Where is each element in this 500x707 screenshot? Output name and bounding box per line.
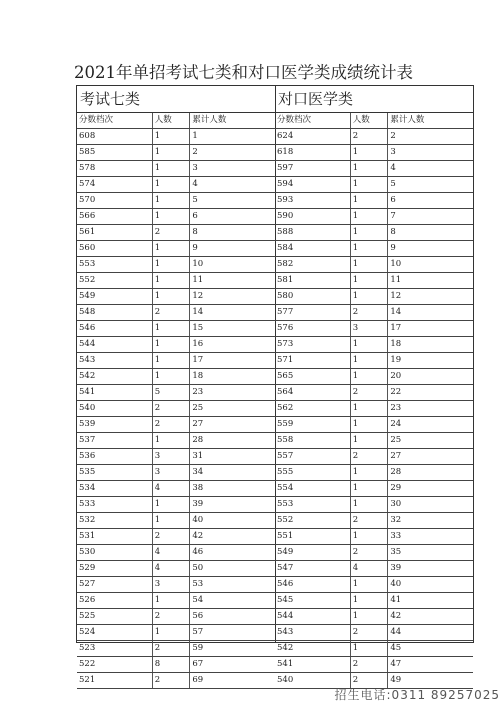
count-cell: 1 xyxy=(152,337,190,353)
score-cell: 533 xyxy=(77,497,152,513)
count-cell: 2 xyxy=(152,225,190,241)
cumulative-cell: 46 xyxy=(190,545,275,561)
table-row xyxy=(77,417,275,433)
score-cell: 581 xyxy=(275,273,350,289)
table-row xyxy=(275,209,473,225)
cumulative-cell: 67 xyxy=(190,657,275,673)
count-cell: 1 xyxy=(350,465,388,481)
cumulative-cell: 9 xyxy=(190,241,275,257)
table-row xyxy=(77,577,275,593)
score-cell: 522 xyxy=(77,657,152,673)
score-cell: 554 xyxy=(275,481,350,497)
score-cell: 548 xyxy=(77,305,152,321)
score-cell: 588 xyxy=(275,225,350,241)
column-header: 人数 xyxy=(350,113,388,129)
table-row xyxy=(77,257,275,273)
score-cell: 576 xyxy=(275,321,350,337)
count-cell: 2 xyxy=(350,673,388,689)
table-row xyxy=(275,465,473,481)
cumulative-cell: 50 xyxy=(190,561,275,577)
count-cell: 2 xyxy=(350,129,388,145)
count-cell: 2 xyxy=(152,609,190,625)
count-cell: 1 xyxy=(350,641,388,657)
table-row xyxy=(77,641,275,657)
cumulative-cell: 45 xyxy=(388,641,473,657)
count-cell: 1 xyxy=(350,225,388,241)
cumulative-cell: 2 xyxy=(190,145,275,161)
cumulative-cell: 6 xyxy=(190,209,275,225)
table-row xyxy=(275,641,473,657)
score-cell: 608 xyxy=(77,129,152,145)
cumulative-cell: 12 xyxy=(190,289,275,305)
document-title: 2021年单招考试七类和对口医学类成绩统计表 xyxy=(74,63,413,82)
score-cell: 546 xyxy=(275,577,350,593)
cumulative-cell: 3 xyxy=(190,161,275,177)
score-cell: 594 xyxy=(275,177,350,193)
cumulative-cell: 8 xyxy=(388,225,473,241)
count-cell: 1 xyxy=(152,257,190,273)
count-cell: 1 xyxy=(350,609,388,625)
count-cell: 1 xyxy=(152,145,190,161)
table-row xyxy=(77,225,275,241)
score-cell: 559 xyxy=(275,417,350,433)
score-cell: 526 xyxy=(77,593,152,609)
count-cell: 2 xyxy=(152,417,190,433)
score-cell: 574 xyxy=(77,177,152,193)
count-cell: 1 xyxy=(152,193,190,209)
score-cell: 544 xyxy=(275,609,350,625)
cumulative-cell: 10 xyxy=(190,257,275,273)
table-row xyxy=(77,369,275,385)
score-cell: 624 xyxy=(275,129,350,145)
table-row xyxy=(77,465,275,481)
table-row xyxy=(77,657,275,673)
score-cell: 542 xyxy=(275,641,350,657)
count-cell: 1 xyxy=(152,321,190,337)
score-cell: 552 xyxy=(77,273,152,289)
score-cell: 532 xyxy=(77,513,152,529)
cumulative-cell: 53 xyxy=(190,577,275,593)
count-cell: 2 xyxy=(152,673,190,689)
score-cell: 549 xyxy=(275,545,350,561)
enrollment-phone-watermark: 招生电话:0311 89257025 xyxy=(334,688,500,702)
count-cell: 2 xyxy=(152,529,190,545)
score-cell: 523 xyxy=(77,641,152,657)
cumulative-cell: 32 xyxy=(388,513,473,529)
score-cell: 543 xyxy=(275,625,350,641)
cumulative-cell: 35 xyxy=(388,545,473,561)
score-cell: 562 xyxy=(275,401,350,417)
cumulative-cell: 5 xyxy=(388,177,473,193)
score-cell: 555 xyxy=(275,465,350,481)
table-header-row xyxy=(275,113,473,129)
cumulative-cell: 17 xyxy=(388,321,473,337)
cumulative-cell: 29 xyxy=(388,481,473,497)
score-cell: 544 xyxy=(77,337,152,353)
count-cell: 1 xyxy=(152,209,190,225)
count-cell: 1 xyxy=(152,497,190,513)
score-cell: 571 xyxy=(275,353,350,369)
table-row xyxy=(275,401,473,417)
count-cell: 2 xyxy=(152,401,190,417)
score-cell: 557 xyxy=(275,449,350,465)
table-row xyxy=(275,161,473,177)
cumulative-cell: 41 xyxy=(388,593,473,609)
score-cell: 551 xyxy=(275,529,350,545)
table-row xyxy=(77,129,275,145)
table-row xyxy=(275,433,473,449)
table-row xyxy=(275,561,473,577)
count-cell: 1 xyxy=(350,417,388,433)
count-cell: 1 xyxy=(350,577,388,593)
count-cell: 3 xyxy=(152,577,190,593)
cumulative-cell: 5 xyxy=(190,193,275,209)
cumulative-cell: 42 xyxy=(190,529,275,545)
table-row xyxy=(275,273,473,289)
score-cell: 561 xyxy=(77,225,152,241)
cumulative-cell: 40 xyxy=(190,513,275,529)
table-row xyxy=(275,305,473,321)
score-statistics-table xyxy=(76,85,474,686)
cumulative-cell: 15 xyxy=(190,321,275,337)
cumulative-cell: 18 xyxy=(190,369,275,385)
table-header-row xyxy=(77,113,275,129)
count-cell: 2 xyxy=(350,449,388,465)
cumulative-cell: 27 xyxy=(388,449,473,465)
count-cell: 2 xyxy=(350,385,388,401)
table-row xyxy=(77,401,275,417)
cumulative-cell: 11 xyxy=(190,273,275,289)
cumulative-cell: 24 xyxy=(388,417,473,433)
count-cell: 4 xyxy=(152,481,190,497)
cumulative-cell: 56 xyxy=(190,609,275,625)
score-cell: 560 xyxy=(77,241,152,257)
table-row xyxy=(77,321,275,337)
count-cell: 1 xyxy=(152,129,190,145)
score-cell: 580 xyxy=(275,289,350,305)
count-cell: 1 xyxy=(350,593,388,609)
count-cell: 2 xyxy=(350,625,388,641)
cumulative-cell: 30 xyxy=(388,497,473,513)
cumulative-cell: 28 xyxy=(388,465,473,481)
cumulative-cell: 44 xyxy=(388,625,473,641)
table-row xyxy=(275,193,473,209)
score-cell: 531 xyxy=(77,529,152,545)
count-cell: 1 xyxy=(350,529,388,545)
table-row xyxy=(275,177,473,193)
table-row xyxy=(275,657,473,673)
score-cell: 577 xyxy=(275,305,350,321)
table-row xyxy=(275,353,473,369)
table-row xyxy=(275,545,473,561)
score-cell: 543 xyxy=(77,353,152,369)
score-cell: 539 xyxy=(77,417,152,433)
score-cell: 541 xyxy=(275,657,350,673)
table-row xyxy=(77,305,275,321)
table-row xyxy=(275,625,473,641)
score-cell: 549 xyxy=(77,289,152,305)
score-cell: 535 xyxy=(77,465,152,481)
right-table xyxy=(275,113,473,689)
cumulative-cell: 39 xyxy=(388,561,473,577)
table-row xyxy=(275,257,473,273)
left-section xyxy=(77,86,276,686)
table-row xyxy=(275,385,473,401)
table-row xyxy=(275,289,473,305)
count-cell: 1 xyxy=(152,161,190,177)
score-cell: 547 xyxy=(275,561,350,577)
count-cell: 2 xyxy=(350,513,388,529)
left-table xyxy=(77,113,275,689)
score-cell: 566 xyxy=(77,209,152,225)
table-row xyxy=(77,497,275,513)
table-row xyxy=(77,177,275,193)
cumulative-cell: 59 xyxy=(190,641,275,657)
cumulative-cell: 34 xyxy=(190,465,275,481)
cumulative-cell: 6 xyxy=(388,193,473,209)
count-cell: 2 xyxy=(350,305,388,321)
table-row xyxy=(275,145,473,161)
table-row xyxy=(275,241,473,257)
score-cell: 540 xyxy=(77,401,152,417)
score-cell: 584 xyxy=(275,241,350,257)
table-row xyxy=(77,273,275,289)
score-cell: 525 xyxy=(77,609,152,625)
count-cell: 1 xyxy=(350,401,388,417)
cumulative-cell: 25 xyxy=(190,401,275,417)
count-cell: 1 xyxy=(152,353,190,369)
cumulative-cell: 10 xyxy=(388,257,473,273)
cumulative-cell: 1 xyxy=(190,129,275,145)
score-cell: 590 xyxy=(275,209,350,225)
score-cell: 565 xyxy=(275,369,350,385)
count-cell: 1 xyxy=(350,289,388,305)
count-cell: 1 xyxy=(350,257,388,273)
score-cell: 585 xyxy=(77,145,152,161)
count-cell: 1 xyxy=(350,161,388,177)
cumulative-cell: 25 xyxy=(388,433,473,449)
cumulative-cell: 47 xyxy=(388,657,473,673)
score-cell: 558 xyxy=(275,433,350,449)
count-cell: 1 xyxy=(350,209,388,225)
table-row xyxy=(275,577,473,593)
right-section-title: 对口医学类 xyxy=(275,86,473,113)
score-cell: 553 xyxy=(77,257,152,273)
table-row xyxy=(77,593,275,609)
score-cell: 553 xyxy=(275,497,350,513)
table-row xyxy=(77,337,275,353)
score-cell: 545 xyxy=(275,593,350,609)
table-row xyxy=(77,145,275,161)
count-cell: 1 xyxy=(350,353,388,369)
score-cell: 618 xyxy=(275,145,350,161)
cumulative-cell: 49 xyxy=(388,673,473,689)
count-cell: 2 xyxy=(152,641,190,657)
cumulative-cell: 16 xyxy=(190,337,275,353)
count-cell: 2 xyxy=(350,657,388,673)
table-row xyxy=(275,225,473,241)
table-row xyxy=(77,289,275,305)
score-cell: 537 xyxy=(77,433,152,449)
score-cell: 578 xyxy=(77,161,152,177)
count-cell: 1 xyxy=(350,369,388,385)
score-cell: 530 xyxy=(77,545,152,561)
cumulative-cell: 22 xyxy=(388,385,473,401)
table-row xyxy=(77,673,275,689)
table-row xyxy=(275,129,473,145)
score-cell: 564 xyxy=(275,385,350,401)
count-cell: 1 xyxy=(152,593,190,609)
table-row xyxy=(77,241,275,257)
count-cell: 4 xyxy=(350,561,388,577)
score-cell: 521 xyxy=(77,673,152,689)
score-cell: 552 xyxy=(275,513,350,529)
cumulative-cell: 14 xyxy=(190,305,275,321)
score-cell: 529 xyxy=(77,561,152,577)
cumulative-cell: 27 xyxy=(190,417,275,433)
table-row xyxy=(77,353,275,369)
count-cell: 2 xyxy=(350,545,388,561)
cumulative-cell: 11 xyxy=(388,273,473,289)
count-cell: 3 xyxy=(350,321,388,337)
score-cell: 524 xyxy=(77,625,152,641)
cumulative-cell: 40 xyxy=(388,577,473,593)
count-cell: 4 xyxy=(152,561,190,577)
score-cell: 546 xyxy=(77,321,152,337)
table-row xyxy=(275,417,473,433)
table-row xyxy=(77,609,275,625)
table-row xyxy=(77,449,275,465)
table-row xyxy=(77,161,275,177)
table-row xyxy=(77,513,275,529)
cumulative-cell: 31 xyxy=(190,449,275,465)
table-row xyxy=(77,481,275,497)
cumulative-cell: 54 xyxy=(190,593,275,609)
cumulative-cell: 14 xyxy=(388,305,473,321)
cumulative-cell: 18 xyxy=(388,337,473,353)
count-cell: 3 xyxy=(152,465,190,481)
score-cell: 597 xyxy=(275,161,350,177)
cumulative-cell: 7 xyxy=(388,209,473,225)
count-cell: 8 xyxy=(152,657,190,673)
score-cell: 540 xyxy=(275,673,350,689)
cumulative-cell: 2 xyxy=(388,129,473,145)
table-row xyxy=(275,369,473,385)
right-section xyxy=(275,86,473,686)
cumulative-cell: 39 xyxy=(190,497,275,513)
count-cell: 4 xyxy=(152,545,190,561)
table-row xyxy=(275,497,473,513)
cumulative-cell: 17 xyxy=(190,353,275,369)
count-cell: 1 xyxy=(350,433,388,449)
count-cell: 1 xyxy=(350,177,388,193)
score-cell: 542 xyxy=(77,369,152,385)
cumulative-cell: 3 xyxy=(388,145,473,161)
count-cell: 1 xyxy=(350,481,388,497)
count-cell: 1 xyxy=(152,273,190,289)
score-cell: 570 xyxy=(77,193,152,209)
cumulative-cell: 23 xyxy=(190,385,275,401)
table-row xyxy=(275,481,473,497)
column-header: 分数档次 xyxy=(275,113,350,129)
cumulative-cell: 9 xyxy=(388,241,473,257)
cumulative-cell: 19 xyxy=(388,353,473,369)
table-row xyxy=(77,561,275,577)
cumulative-cell: 57 xyxy=(190,625,275,641)
table-row xyxy=(275,513,473,529)
cumulative-cell: 42 xyxy=(388,609,473,625)
score-cell: 541 xyxy=(77,385,152,401)
table-row xyxy=(77,625,275,641)
table-row xyxy=(275,337,473,353)
cumulative-cell: 4 xyxy=(190,177,275,193)
table-row xyxy=(77,209,275,225)
count-cell: 1 xyxy=(152,513,190,529)
cumulative-cell: 12 xyxy=(388,289,473,305)
table-row xyxy=(77,529,275,545)
count-cell: 1 xyxy=(152,289,190,305)
cumulative-cell: 23 xyxy=(388,401,473,417)
count-cell: 3 xyxy=(152,449,190,465)
cumulative-cell: 20 xyxy=(388,369,473,385)
count-cell: 1 xyxy=(350,497,388,513)
table-row xyxy=(77,433,275,449)
table-row xyxy=(275,609,473,625)
table-row xyxy=(275,593,473,609)
table-row xyxy=(77,385,275,401)
table-row xyxy=(77,545,275,561)
cumulative-cell: 28 xyxy=(190,433,275,449)
score-cell: 573 xyxy=(275,337,350,353)
table-row xyxy=(275,321,473,337)
score-cell: 527 xyxy=(77,577,152,593)
count-cell: 5 xyxy=(152,385,190,401)
count-cell: 1 xyxy=(350,273,388,289)
column-header: 分数档次 xyxy=(77,113,152,129)
count-cell: 1 xyxy=(152,625,190,641)
table-row xyxy=(275,449,473,465)
column-header: 人数 xyxy=(152,113,190,129)
table-row xyxy=(275,529,473,545)
count-cell: 2 xyxy=(152,305,190,321)
score-cell: 536 xyxy=(77,449,152,465)
column-header: 累计人数 xyxy=(190,113,275,129)
left-section-title: 考试七类 xyxy=(77,86,275,113)
count-cell: 1 xyxy=(152,369,190,385)
table-row xyxy=(77,193,275,209)
count-cell: 1 xyxy=(350,241,388,257)
cumulative-cell: 33 xyxy=(388,529,473,545)
cumulative-cell: 4 xyxy=(388,161,473,177)
count-cell: 1 xyxy=(152,241,190,257)
count-cell: 1 xyxy=(152,433,190,449)
score-cell: 593 xyxy=(275,193,350,209)
count-cell: 1 xyxy=(350,145,388,161)
count-cell: 1 xyxy=(350,193,388,209)
cumulative-cell: 69 xyxy=(190,673,275,689)
count-cell: 1 xyxy=(350,337,388,353)
score-cell: 582 xyxy=(275,257,350,273)
column-header: 累计人数 xyxy=(388,113,473,129)
cumulative-cell: 8 xyxy=(190,225,275,241)
cumulative-cell: 38 xyxy=(190,481,275,497)
score-cell: 534 xyxy=(77,481,152,497)
count-cell: 1 xyxy=(152,177,190,193)
